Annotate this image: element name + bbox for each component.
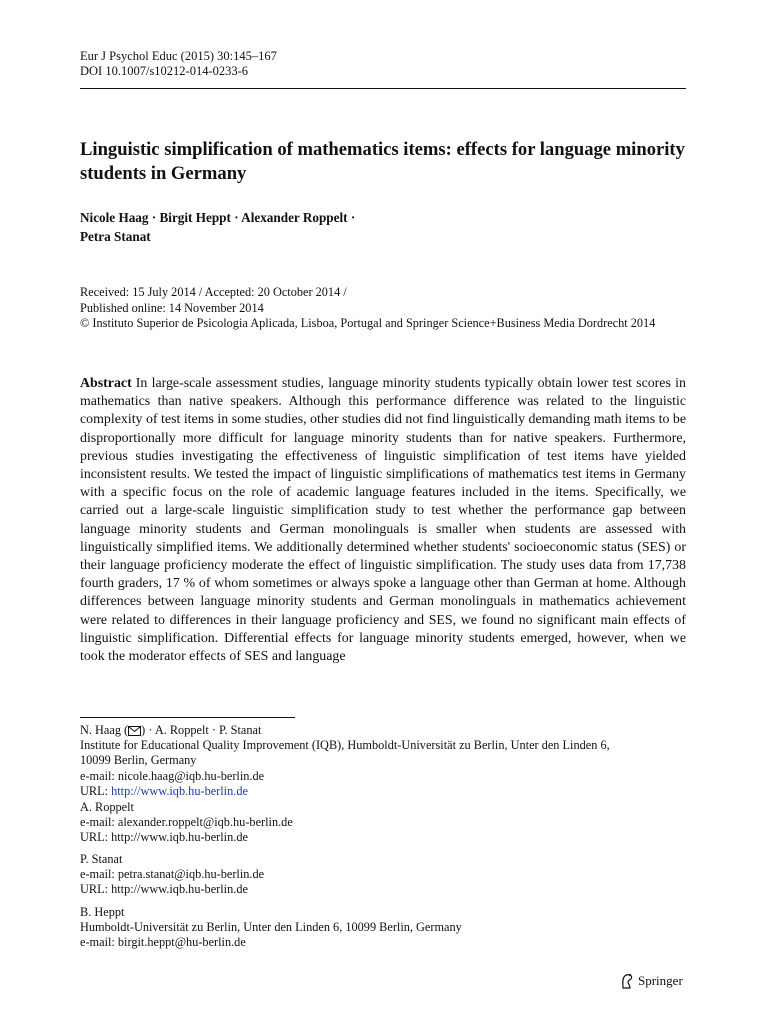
author-name-stanat: P. Stanat xyxy=(80,852,123,866)
abstract-text: In large-scale assessment studies, language minority students typically obtain lower test scores in mathematics than native speakers. Although this performance difference was related to the linguistic complexity of test items in some studies, other studies did not find linguistically demanding math items to be disproportionally more difficult for language minority students than for native speakers. Furthermore, previous studies investigating the effectiveness of linguistic simplification of test items have yielded inconsistent results. We tested the impact of linguistic simplifications of mathematics test items in Germany with a specific focus on the role of academic language features included in the items. Specifically, we carried out a large-scale linguistic simplification study to test whether the performance gap between language minority students and German monolinguals is smaller when students are assessed with linguistically simplified items. We additionally determined whether students' socioeconomic status (SES) or their language proficiency moderate the effect of linguistic simplification. The study uses data from 17,738 fourth graders, 17 % of whom sometimes or always spoke a language other than German at home. Although differences between language minority students and German monolinguals in mathematics achievement were related to differences in their language proficiency and SES, we found no significant main effects of linguistic simplification. Differential effects for language minority students emerged, however, when we took the moderator effects of SES and language xyxy=(80,376,686,665)
author-name-roppelt: A. Roppelt xyxy=(80,800,134,814)
publisher-name: Springer xyxy=(638,973,683,988)
corresponding-authors xyxy=(80,723,686,738)
url-stanat: URL: http://www.iqb.hu-berlin.de xyxy=(80,882,248,897)
author-name-heppt: B. Heppt xyxy=(80,905,125,919)
institute-address: 10099 Berlin, Germany xyxy=(80,753,197,768)
publisher-logo xyxy=(620,972,683,990)
heppt-address: Humboldt-Universität zu Berlin, Unter den Linden 6, 10099 Berlin, Germany xyxy=(80,920,462,935)
journal-doi: DOI 10.1007/s10212-014-0233-6 xyxy=(80,64,249,78)
abstract-label: Abstract xyxy=(80,376,132,391)
author-line-1: Nicole Haag · Birgit Heppt · Alexander Roppelt · xyxy=(80,210,356,225)
affil-names-a: N. Haag ( xyxy=(80,723,129,737)
article-title: Linguistic simplification of mathematics items: effects for language minority students in Germany xyxy=(80,139,685,184)
header-rule xyxy=(80,88,686,89)
envelope-icon xyxy=(128,726,141,736)
affiliation-block-2 xyxy=(80,800,686,846)
author-list xyxy=(80,208,686,246)
email-roppelt: e-mail: alexander.roppelt@iqb.hu-berlin.de xyxy=(80,815,293,830)
journal-citation: Eur J Psychol Educ (2015) 30:145–167 xyxy=(80,49,277,63)
author-line-2: Petra Stanat xyxy=(80,229,151,244)
publication-dates xyxy=(80,285,700,332)
iqb-url-link[interactable]: http://www.iqb.hu-berlin.de xyxy=(111,783,248,798)
affiliation-block-3 xyxy=(80,852,686,898)
email-stanat: e-mail: petra.stanat@iqb.hu-berlin.de xyxy=(80,867,265,882)
email-heppt: e-mail: birgit.heppt@hu-berlin.de xyxy=(80,935,246,950)
affiliation-block-1 xyxy=(80,723,686,799)
published-online: Published online: 14 November 2014 xyxy=(80,300,264,315)
abstract xyxy=(80,375,686,666)
url-line xyxy=(80,784,686,799)
springer-horse-icon xyxy=(620,973,634,989)
affiliation-block-4 xyxy=(80,905,686,951)
url-label: URL: xyxy=(80,783,112,798)
affil-names-b: ) · A. Roppelt · P. Stanat xyxy=(141,723,262,737)
journal-header xyxy=(80,49,277,79)
url-roppelt: URL: http://www.iqb.hu-berlin.de xyxy=(80,830,248,845)
institute-line: Institute for Educational Quality Improvement (IQB), Humboldt-Universität zu Berlin, Unter den Linden 6, xyxy=(80,738,610,753)
footnote-rule xyxy=(80,717,295,718)
copyright-notice: © Instituto Superior de Psicologia Aplicada, Lisboa, Portugal and Springer Science+Business Media Dordrecht 2014 xyxy=(80,316,656,330)
received-accepted: Received: 15 July 2014 / Accepted: 20 October 2014 / xyxy=(80,285,347,299)
email-haag: e-mail: nicole.haag@iqb.hu-berlin.de xyxy=(80,768,265,783)
